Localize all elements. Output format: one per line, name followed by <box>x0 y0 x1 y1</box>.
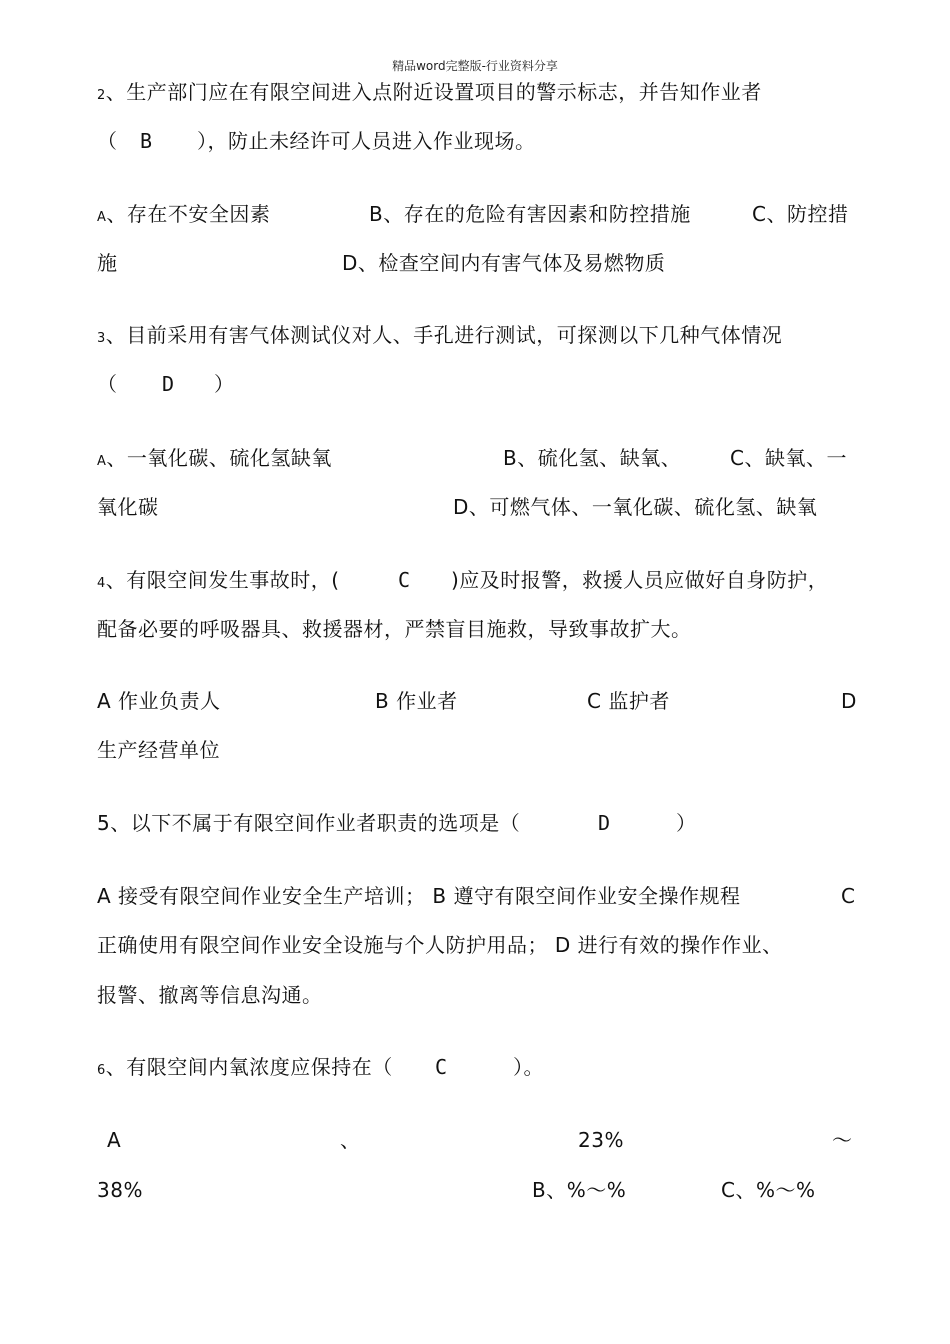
q6-line1 <box>97 1055 393 1083</box>
q6-close-paren: ）。 <box>513 1055 544 1079</box>
q6-option-a-value2: 38% <box>97 1178 143 1202</box>
q5-close-paren: ） <box>676 811 697 835</box>
q2-option-a-label: A <box>97 210 107 225</box>
q6-answer: C <box>435 1055 448 1079</box>
q4-answer: C <box>398 568 411 592</box>
q2-option-c-continued: 施 <box>97 251 118 275</box>
q4-line2: 配备必要的呼吸器具、救援器材，严禁盲目施救，导致事故扩大。 <box>97 617 692 641</box>
q2-line1 <box>97 80 762 108</box>
q2-option-a <box>97 202 270 230</box>
q3-number: 3 <box>97 331 106 346</box>
q3-close-paren: ） <box>214 372 235 396</box>
page-header: 精品word完整版-行业资料分享 <box>392 59 558 73</box>
q4-option-b: B 作业者 <box>375 689 458 713</box>
q6-number: 6 <box>97 1063 106 1078</box>
q2-option-c: C、防控措 <box>752 202 849 226</box>
q5-options-line1-c: C <box>841 884 856 908</box>
q5-options-line1: A 接受有限空间作业安全生产培训； B 遵守有限空间作业安全操作规程 <box>97 884 741 908</box>
q2-answer: B <box>140 129 153 153</box>
q3-answer: D <box>162 372 175 396</box>
q6-option-b: B、%～% <box>532 1178 627 1202</box>
q4-line1 <box>97 568 340 596</box>
q3-line1 <box>97 323 782 351</box>
q2-option-d: D、检查空间内有害气体及易燃物质 <box>342 251 666 275</box>
q3-option-b: B、硫化氢、缺氧、 <box>503 446 682 470</box>
q2-line2 <box>97 129 118 153</box>
q5-answer: D <box>598 811 611 835</box>
q6-option-a-value1: 23% <box>578 1128 624 1152</box>
q3-option-a <box>97 446 332 474</box>
q2-option-a-text: 、存在不安全因素 <box>106 202 271 226</box>
q3-text: 、目前采用有害气体测试仪对人、手孔进行测试，可探测以下几种气体情况 <box>105 323 783 347</box>
q3-option-d: D、可燃气体、一氧化碳、硫化氢、缺氧 <box>453 495 818 519</box>
q2-text: 、生产部门应在有限空间进入点附近设置项目的警示标志，并告知作业者 <box>105 80 762 104</box>
q3-open-paren: （ <box>97 372 118 396</box>
q4-number: 4 <box>97 576 106 591</box>
q3-option-c-continued: 氧化碳 <box>97 495 159 519</box>
q4-option-d: D <box>841 689 857 713</box>
q2-option-b: B、存在的危险有害因素和防控措施 <box>369 202 691 226</box>
q2-open-paren: （ <box>97 129 118 153</box>
q6-option-a-separator: 、 <box>340 1128 361 1152</box>
q4-text-post: )应及时报警，救援人员应做好自身防护， <box>451 568 829 592</box>
q4-option-d-continued: 生产经营单位 <box>97 738 220 762</box>
q6-option-a: A <box>107 1128 122 1152</box>
q5-options-line2: 正确使用有限空间作业安全设施与个人防护用品； D 进行有效的操作作业、 <box>97 933 783 957</box>
q4-text-pre: 、有限空间发生事故时，( <box>105 568 340 592</box>
q5-line1: 5、以下不属于有限空间作业者职责的选项是（ <box>97 811 521 835</box>
q3-option-a-label: A <box>97 454 107 469</box>
q6-option-c: C、%～% <box>721 1178 816 1202</box>
q4-option-c: C 监护者 <box>587 689 670 713</box>
q3-option-a-text: 、一氧化碳、硫化氢缺氧 <box>106 446 332 470</box>
q2-line2-rest: ），防止未经许可人员进入作业现场。 <box>197 129 536 153</box>
q6-text-pre: 、有限空间内氧浓度应保持在（ <box>105 1055 393 1079</box>
q2-number: 2 <box>97 88 106 103</box>
q5-options-line3: 报警、撤离等信息沟通。 <box>97 983 323 1007</box>
q6-option-a-tilde: ～ <box>832 1128 853 1152</box>
q4-option-a: A 作业负责人 <box>97 689 221 713</box>
q3-option-c: C、缺氧、一 <box>730 446 847 470</box>
